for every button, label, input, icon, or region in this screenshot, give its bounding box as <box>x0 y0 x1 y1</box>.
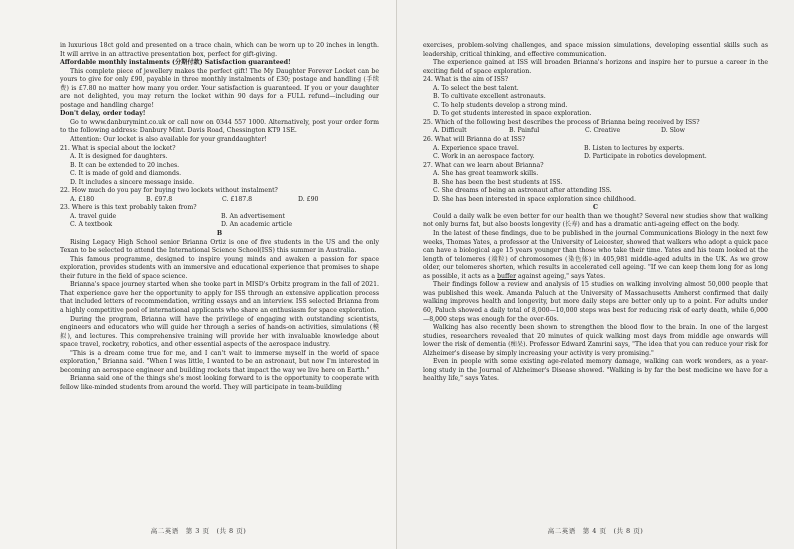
question-21: 21. What is special about the locket? <box>60 144 176 152</box>
option: A. £180 <box>70 195 95 203</box>
passage-b-paragraph: This famous programme, designed to inspire young minds and awaken a passion for space exploration, provides students with an immersive and educational experience that promises to shape their future in the field of space science. <box>60 255 379 280</box>
options-row <box>70 221 379 230</box>
option: B. To cultivate excellent astronauts. <box>433 93 546 101</box>
option: B. It can be extended to 20 inches. <box>70 161 180 169</box>
order-heading: Don't delay, order today! <box>60 110 146 118</box>
options-row <box>433 127 768 136</box>
passage-c-paragraph: Could a daily walk be even better for our health than we thought? Several new studies show that walking not only burns fat, but also boosts longevity (长寿) and has a dramatic anti-ageing effect on the body. <box>423 212 768 229</box>
paragraph-text: In the latest of these findings, due to be published in the journal Communications Biology in the next few weeks, Thomas Yates, a professor at the University of Leicester, showed that walkers who adopt a quick pace can have a biological age 15 years younger than those who take their time. Yates and his team looked at the length of telomeres (端粒) of chromosomes (染色体) in 405,981 middle-aged adults in the UK. As we grow older, our telomeres shorten, which results in accelerated cell ageing. "If we can keep them long for as long as possible, it acts as a <box>423 230 768 280</box>
option: D. She has been interested in space exploration since childhood. <box>433 195 636 203</box>
passage-c-paragraph: Even in people with some existing age-related memory damage, walking can work wonders, as a year-long study in the Journal of Alzheimer's Disease showed. "Walking is by far the best medicine we have for a healthy life," says Yates. <box>423 358 768 383</box>
page-footer: 高二英语 第 4 页 (共 8 页) <box>547 527 644 535</box>
underlined-word-buffer: buffer <box>497 272 517 280</box>
options-row <box>70 196 379 205</box>
passage-b-paragraph: The experience gained at ISS will broaden Brianna's horizons and inspire her to pursue a career in the exciting field of space exploration. <box>423 59 768 75</box>
question-25: 25. Which of the following best describes the process of Brianna being received by ISS? <box>423 118 700 126</box>
option: A. Experience space travel. <box>433 144 519 152</box>
instalments-heading: Affordable monthly instalments (分期付款) Satisfaction guaranteed! <box>60 59 291 67</box>
question-26: 26. What will Brianna do at ISS? <box>423 136 526 144</box>
attention-line: Attention: Our locket is also available for your granddaughter! <box>70 136 267 144</box>
option: D. It includes a sincere message inside. <box>70 178 195 186</box>
option: D. Participate in robotics development. <box>584 153 707 161</box>
offer-paragraph: This complete piece of jewellery makes the perfect gift! The My Daughter Forever Locket can be yours to give for only £90, payable in three monthly instalments of £30; postage and handling (手续费) is £7.80 no matter how many you order. Your satisfaction is guaranteed. If you or your daughter are not delighted, you may return the locket within 90 days for a FULL refund—including our postage and handling charge! <box>60 67 379 109</box>
question-22: 22. How much do you pay for buying two lockets without instalment? <box>60 187 278 195</box>
left-column <box>60 42 379 392</box>
option: C. She dreams of being an astronaut after attending ISS. <box>433 187 612 195</box>
question-24: 24. What is the aim of ISS? <box>423 76 509 84</box>
option: C. Creative <box>585 127 621 135</box>
passage-b-paragraph: Rising Legacy High School senior Brianna Ortiz is one of five students in the US and the only Texan to be selected to attend the International Science School(ISS) this summer in Australia. <box>60 238 379 255</box>
paragraph-text: against ageing," says Yates. <box>518 272 606 280</box>
section-c-label: C <box>593 204 598 212</box>
question-23: 23. Where is this text probably taken from? <box>60 204 197 212</box>
passage-b-paragraph: "This is a dream come true for me, and I can't wait to immerse myself in the world of space exploration," Brianna said. "When I was little, I wanted to be an astronaut, but now I'm interested in becoming an aerospace engineer and building rockets that impact the way we live here on Earth." <box>60 349 379 374</box>
option: C. £187.8 <box>222 195 253 203</box>
page-footer: 高二英语 第 3 页 (共 8 页) <box>150 527 247 535</box>
options-row <box>433 153 768 162</box>
option: B. Listen to lectures by experts. <box>584 144 685 152</box>
option: A. She has great teamwork skills. <box>433 170 539 178</box>
option: C. Work in an aerospace factory. <box>433 153 535 161</box>
passage-b-paragraph: During the program, Brianna will have the privilege of engaging with outstanding scientists, engineers and educators who will guide her through a series of hands-on activities, simulations (模拟), and lectures. This comprehensive training will provide her with invaluable knowledge about space travel, rocketry, robotics, and other essential aspects of the aerospace industry. <box>60 315 379 349</box>
option: D. £90 <box>298 195 319 203</box>
passage-c-paragraph <box>423 230 768 281</box>
passage-c-paragraph: Walking has also recently been shown to strengthen the blood flow to the brain. In one of the largest studies, researchers revealed that 20 minutes of quick walking most days from middle age onwards will lower the risk of dementia (痴呆). Professor Edward Zamrini says, "The idea that you can reduce your risk for Alzheimer's disease by simply increasing your activity is very promising." <box>423 324 768 357</box>
option: B. £97.8 <box>146 195 173 203</box>
option: A. It is designed for daughters. <box>70 153 168 161</box>
section-b-label: B <box>216 230 223 238</box>
passage-a-continuation: in luxurious 18ct gold and presented on a trace chain, which can be worn up to 20 inches in length. It will arrive in an attractive presentation box, perfect for gift-giving. <box>60 42 379 58</box>
option: C. It is made of gold and diamonds. <box>70 170 182 178</box>
option: B. Painful <box>509 127 540 135</box>
options-row <box>70 213 379 222</box>
option: D. To get students interested in space exploration. <box>433 110 592 118</box>
option: C. A textbook <box>70 221 113 229</box>
option: A. Difficult <box>433 127 467 135</box>
passage-c-paragraph: Their findings follow a review and analysis of 15 studies on walking involving almost 50,000 people that was published this week. Amanda Paluch at the University of Massachusetts Amherst confirmed that daily walking improves health and longevity, but more daily steps are better only up to a point. For adults under 60, Paluch showed a daily total of 8,000—10,000 steps was best for reducing risk of early death, while 6,000—8,000 steps was enough for the over-60s. <box>423 281 768 323</box>
option: A. travel guide <box>70 212 117 220</box>
order-paragraph: Go to www.danburymint.co.uk or call now on 0344 557 1000. Alternatively, post your order form to the following address: Danbury Mint. Davis Road, Chessington KT9 1SE. <box>60 118 379 135</box>
right-page <box>397 0 794 549</box>
option: D. Slow <box>661 127 685 135</box>
right-column <box>423 42 768 384</box>
options-row <box>433 145 768 154</box>
passage-b-paragraph: Brianna said one of the things she's most looking forward to is the opportunity to cooperate with fellow like-minded students from around the world. They will participate in team-building <box>60 375 379 391</box>
passage-b-paragraph: Brianna's space journey started when she tooke part in MISD's Orbitz program in the fall of 2021. That experience gave her the opportunity to apply for ISS through an extensive application process that included letters of recommendation, writing essays and an interview. ISS selected Brianna from a highly competitive pool of international applicants who share an enthusiasm for space exploration. <box>60 281 379 314</box>
question-27: 27. What can we learn about Brianna? <box>423 161 544 169</box>
option: C. To help students develop a strong mind. <box>433 101 568 109</box>
option: D. An academic article <box>221 221 293 229</box>
option: B. An advertisement <box>221 212 285 220</box>
passage-b-continuation: exercises, problem-solving challenges, and space mission simulations, developing essential skills such as leadership, critical thinking, and effective communication. <box>423 42 768 58</box>
option: A. To select the best talent. <box>433 84 519 92</box>
option: B. She has been the best students at ISS. <box>433 178 563 186</box>
